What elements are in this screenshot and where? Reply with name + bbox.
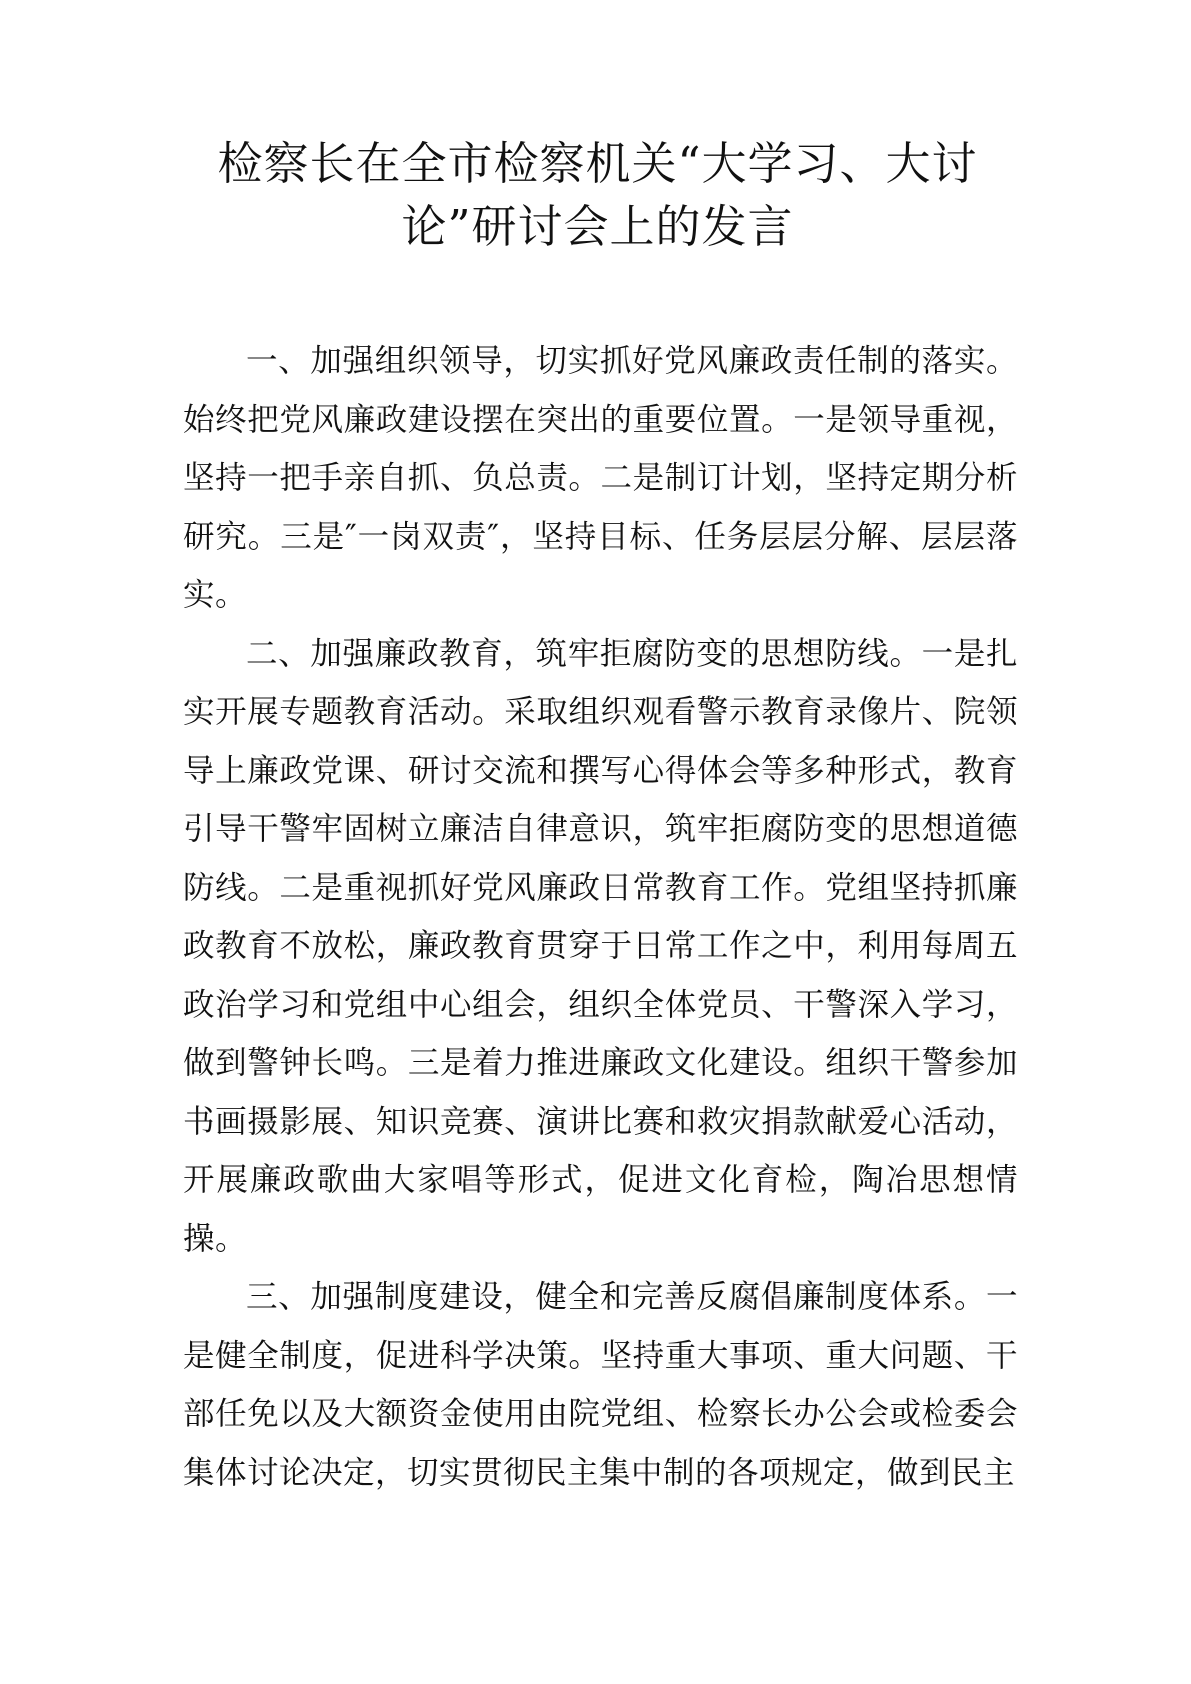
paragraph-2: 二、加强廉政教育，筑牢拒腐防变的思想防线。一是扎实开展专题教育活动。采取组织观看警示教育录像片、院领导上廉政党课、研讨交流和撰写心得体会等多种形式，教育引导干警牢固树立廉洁自律意识，筑牢拒腐防变的思想道德防线。二是重视抓好党风廉政日常教育工作。党组坚持抓廉政教育不放松，廉政教育贯穿于日常工作之中，利用每周五政治学习和党组中心组会，组织全体党员、干警深入学习，做到警钟长鸣。三是着力推进廉政文化建设。组织干警参加书画摄影展、知识竞赛、演讲比赛和救灾捐款献爱心活动，开展廉政歌曲大家唱等形式，促进文化育检，陶冶思想情操。 — [183, 635, 1018, 1257]
paragraph-1: 一、加强组织领导，切实抓好党风廉政责任制的落实。始终把党风廉政建设摆在突出的重要位置。一是领导重视，坚持一把手亲自抓、负总责。二是制订计划，坚持定期分析研究。三是″一岗双责″，坚持目标、任务层层分解、层层落实。 — [183, 343, 1018, 613]
document-body — [183, 332, 1018, 1502]
document-title: 检察长在全市检察机关“大学习、大讨论”研讨会上的发言 — [217, 137, 978, 253]
paragraph-3: 三、加强制度建设，健全和完善反腐倡廉制度体系。一是健全制度，促进科学决策。坚持重大事项、重大问题、干部任免以及大额资金使用由院党组、检察长办公会或检委会集体讨论决定，切实贯彻民主集中制的各项规定，做到民主 — [183, 1279, 1018, 1491]
